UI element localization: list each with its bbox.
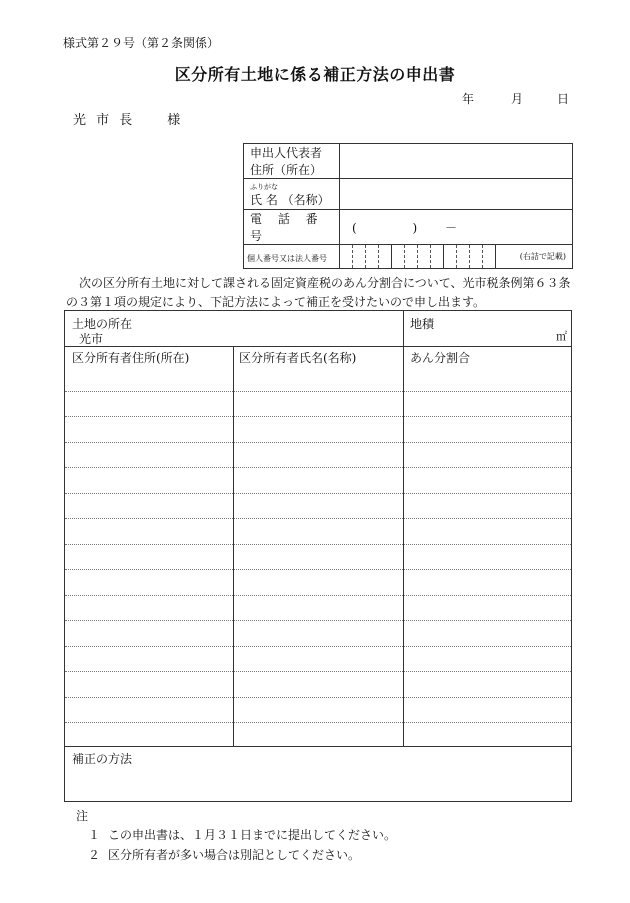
note-item: １ この申出書は、１月３１日までに提出してください。 bbox=[88, 828, 397, 842]
table-row[interactable] bbox=[65, 620, 571, 621]
table-row[interactable] bbox=[65, 442, 571, 443]
location-label: 土地の所在 bbox=[72, 317, 133, 331]
phone-label: 電 話 番 号 bbox=[244, 210, 340, 245]
location-row bbox=[65, 311, 571, 347]
col-ratio-header: あん分割合 bbox=[410, 351, 471, 365]
area-label: 地積 bbox=[410, 317, 435, 331]
table-row[interactable] bbox=[65, 595, 571, 596]
table-row[interactable] bbox=[65, 391, 571, 392]
phone-dash: － bbox=[445, 220, 458, 235]
table-row[interactable] bbox=[65, 416, 571, 417]
date-year-label: 年 bbox=[462, 92, 475, 106]
table-row[interactable] bbox=[65, 671, 571, 672]
table-row[interactable] bbox=[65, 544, 571, 545]
address-field[interactable] bbox=[340, 144, 573, 179]
phone-field[interactable] bbox=[340, 210, 573, 245]
date-month-label: 月 bbox=[511, 92, 524, 106]
table-row[interactable] bbox=[65, 697, 571, 698]
note-item: ２ 区分所有者が多い場合は別記としてください。 bbox=[88, 848, 361, 862]
date-day-label: 日 bbox=[557, 92, 570, 106]
addressee: 光 市 長 様 bbox=[73, 113, 184, 128]
name-label: ふりがな 氏 名 （名称） bbox=[244, 179, 340, 210]
page-title: 区分所有土地に係る補正方法の申出書 bbox=[174, 65, 456, 84]
number-field[interactable] bbox=[340, 245, 573, 269]
table-row[interactable] bbox=[65, 646, 571, 647]
location-city: 光市 bbox=[79, 332, 104, 346]
phone-close-paren: ) bbox=[412, 220, 418, 235]
applicant-table bbox=[243, 143, 573, 269]
number-label: 個人番号又は法人番号 bbox=[244, 245, 340, 269]
col-address-header: 区分所有者住所(所在) bbox=[72, 351, 190, 365]
address-label: 申出人代表者 住所（所在） bbox=[244, 144, 340, 179]
body-paragraph: 次の区分所有土地に対して課される固定資産税のあん分割合について、光市税条例第６３条の３第１項の規定により、下記方法によって補正を受けたいので申し出ます。 bbox=[66, 276, 571, 309]
table-row[interactable] bbox=[65, 493, 571, 494]
number-note: (右詰で記載) bbox=[519, 252, 566, 261]
form-number: 様式第２９号（第２条関係） bbox=[63, 36, 220, 50]
col-name-header: 区分所有者氏名(名称) bbox=[239, 351, 357, 365]
table-row[interactable] bbox=[65, 722, 571, 723]
notes-heading: 注 bbox=[76, 809, 89, 823]
table-row[interactable] bbox=[65, 467, 571, 468]
name-ruby: ふりがな bbox=[250, 182, 278, 191]
method-label: 補正の方法 bbox=[72, 752, 133, 766]
area-unit: ㎡ bbox=[556, 330, 567, 343]
name-field[interactable] bbox=[340, 179, 573, 210]
ownership-table bbox=[64, 310, 572, 802]
table-row[interactable] bbox=[65, 518, 571, 519]
table-row[interactable] bbox=[65, 569, 571, 570]
phone-open-paren: ( bbox=[352, 220, 357, 235]
